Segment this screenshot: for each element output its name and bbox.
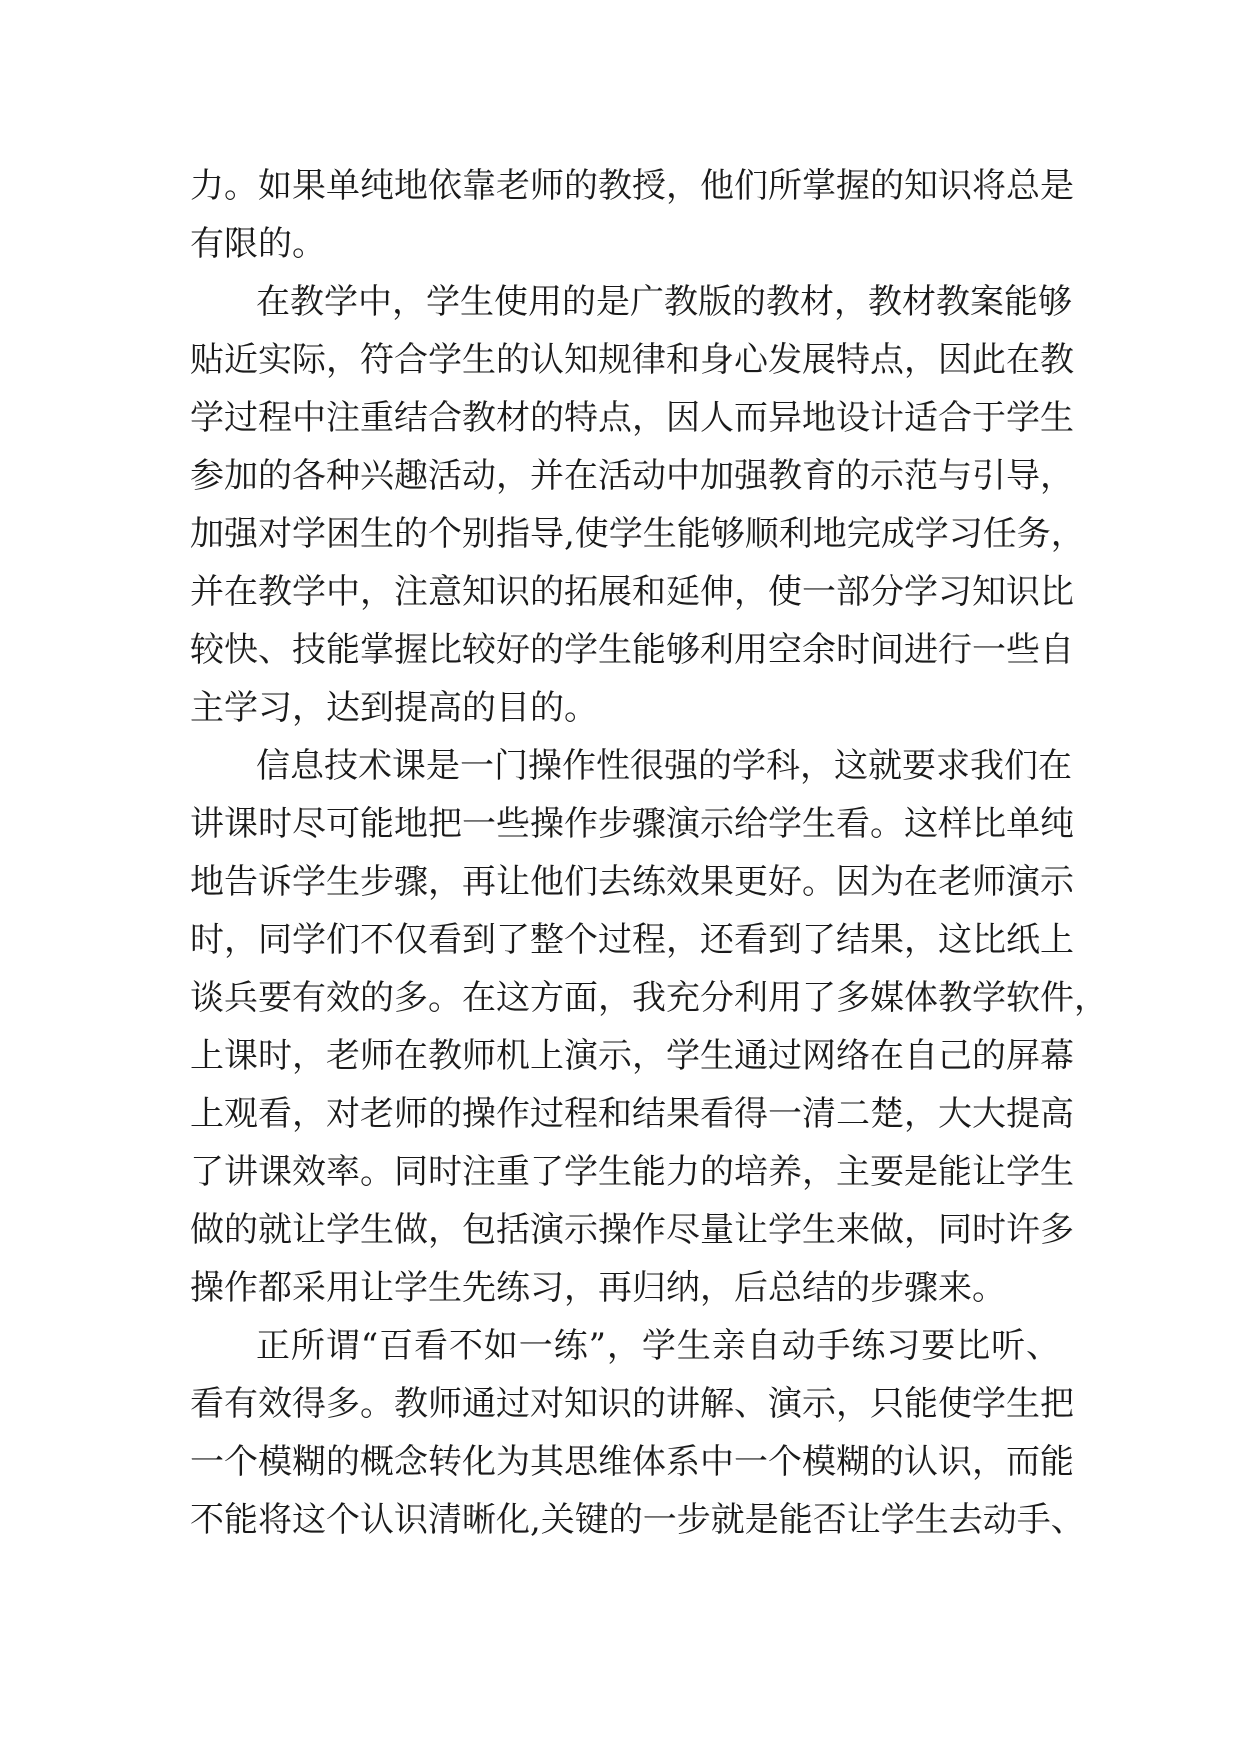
text-line: 讲课时尽可能地把一些操作步骤演示给学生看。这样比单纯 xyxy=(190,804,1074,844)
text-line: 主学习，达到提高的目的。 xyxy=(190,688,598,728)
body-text xyxy=(190,157,1108,1549)
text-line: 较快、技能掌握比较好的学生能够利用空余时间进行一些自 xyxy=(190,630,1074,670)
text-line: 有限的。 xyxy=(190,224,326,264)
text-line: 上课时，老师在教师机上演示，学生通过网络在自己的屏幕 xyxy=(190,1036,1074,1076)
text-line: 了讲课效率。同时注重了学生能力的培养，主要是能让学生 xyxy=(190,1152,1074,1192)
text-line: 信息技术课是一门操作性很强的学科，这就要求我们在 xyxy=(256,746,1072,786)
text-line: 力。如果单纯地依靠老师的教授，他们所掌握的知识将总是 xyxy=(190,166,1074,206)
text-line: 在教学中，学生使用的是广教版的教材，教材教案能够 xyxy=(256,282,1072,322)
text-line: 贴近实际，符合学生的认知规律和身心发展特点，因此在教 xyxy=(190,340,1074,380)
text-line: 上观看，对老师的操作过程和结果看得一清二楚，大大提高 xyxy=(190,1094,1074,1134)
text-line: 操作都采用让学生先练习，再归纳，后总结的步骤来。 xyxy=(190,1268,1006,1308)
text-line: 加强对学困生的个别指导,使学生能够顺利地完成学习任务， xyxy=(190,514,1085,554)
text-line: 谈兵要有效的多。在这方面，我充分利用了多媒体教学软件， xyxy=(190,978,1108,1018)
text-line: 正所谓“百看不如一练”，学生亲自动手练习要比听、 xyxy=(256,1326,1060,1366)
text-line: 并在教学中，注意知识的拓展和延伸，使一部分学习知识比 xyxy=(190,572,1074,612)
text-line: 看有效得多。教师通过对知识的讲解、演示，只能使学生把 xyxy=(190,1384,1074,1424)
text-line: 一个模糊的概念转化为其思维体系中一个模糊的认识，而能 xyxy=(190,1442,1074,1482)
text-line: 时，同学们不仅看到了整个过程，还看到了结果，这比纸上 xyxy=(190,920,1074,960)
text-line: 参加的各种兴趣活动，并在活动中加强教育的示范与引导， xyxy=(190,456,1074,496)
text-line: 做的就让学生做，包括演示操作尽量让学生来做，同时许多 xyxy=(190,1210,1074,1250)
text-line: 不能将这个认识清晰化,关键的一步就是能否让学生去动手、 xyxy=(190,1500,1085,1540)
text-line: 学过程中注重结合教材的特点，因人而异地设计适合于学生 xyxy=(190,398,1074,438)
text-line: 地告诉学生步骤，再让他们去练效果更好。因为在老师演示 xyxy=(190,862,1074,902)
